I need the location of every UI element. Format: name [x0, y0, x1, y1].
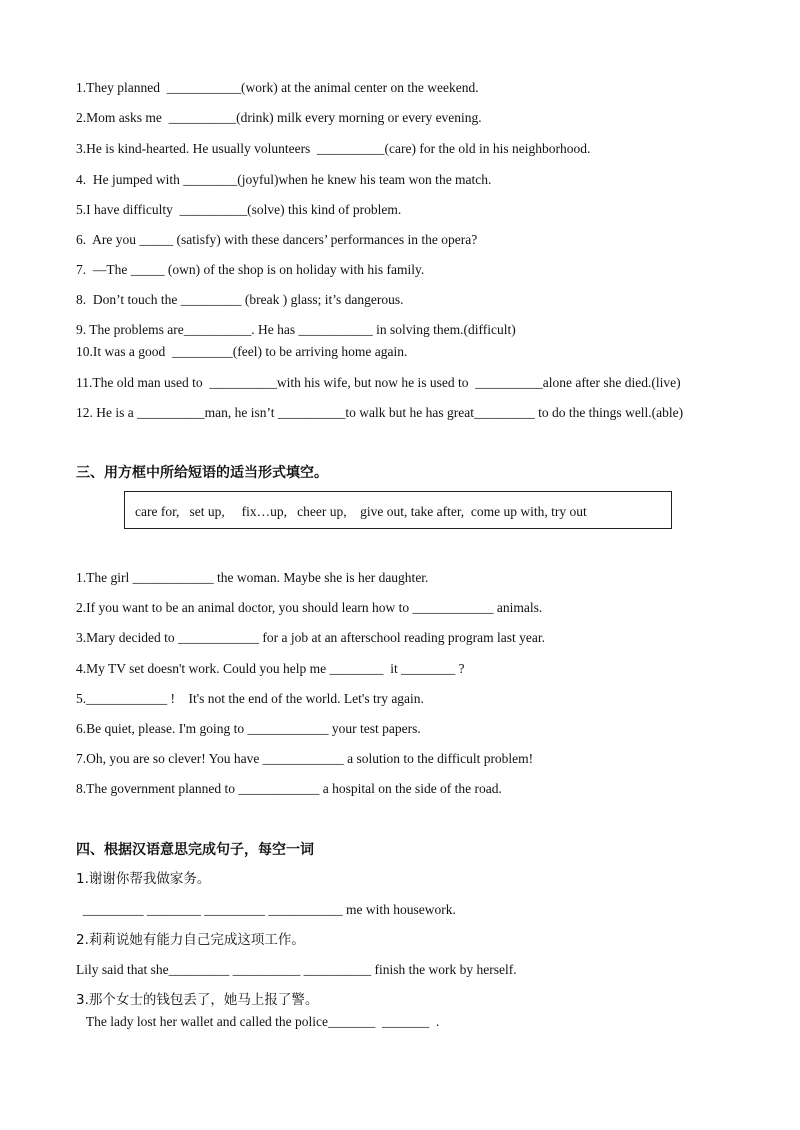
s2-item-2: 2.Mom asks me __________(drink) milk every morning or every evening.: [76, 110, 482, 125]
section4-heading: 四、根据汉语意思完成句子，每空一词: [76, 842, 314, 858]
s3-item-2: 2.If you want to be an animal doctor, you should learn how to ____________ animals.: [76, 600, 543, 615]
s4-item-2-english: Lily said that she_________ __________ __________ finish the work by herself.: [76, 962, 517, 977]
s4-item-2-chinese: 2.莉莉说她有能力自己完成这项工作。: [76, 932, 305, 948]
phrase-box-text: care for, set up, fix…up, cheer up, give out, take after, come up with, try out: [135, 504, 587, 519]
s2-item-8: 8. Don’t touch the _________ (break ) glass; it’s dangerous.: [76, 292, 404, 307]
s2-item-7: 7. —The _____ (own) of the shop is on holiday with his family.: [76, 262, 425, 277]
s4-item-1-english: _________ ________ _________ ___________ me with housework.: [76, 902, 456, 917]
s2-item-11: 11.The old man used to __________with his wife, but now he is used to __________alone after she died.(live): [76, 375, 681, 390]
s2-item-12: 12. He is a __________man, he isn’t __________to walk but he has great_________ to do the things well.(able): [76, 405, 684, 420]
s2-item-10: 10.It was a good _________(feel) to be arriving home again.: [76, 344, 408, 359]
s2-item-3: 3.He is kind-hearted. He usually volunteers __________(care) for the old in his neighborhood.: [76, 141, 591, 156]
s2-item-6: 6. Are you _____ (satisfy) with these dancers’ performances in the opera?: [76, 232, 478, 247]
section3-heading: 三、用方框中所给短语的适当形式填空。: [76, 465, 328, 481]
phrase-box: [124, 491, 672, 529]
s2-item-9: 9. The problems are__________. He has ___________ in solving them.(difficult): [76, 322, 516, 337]
s4-item-1-chinese: 1.谢谢你帮我做家务。: [76, 871, 211, 887]
s3-item-4: 4.My TV set doesn't work. Could you help me ________ it ________ ?: [76, 661, 465, 676]
s2-item-4: 4. He jumped with ________(joyful)when he knew his team won the match.: [76, 172, 492, 187]
s3-item-7: 7.Oh, you are so clever! You have ____________ a solution to the difficult problem!: [76, 751, 534, 766]
s3-item-8: 8.The government planned to ____________ a hospital on the side of the road.: [76, 781, 502, 796]
s3-item-1: 1.The girl ____________ the woman. Maybe she is her daughter.: [76, 570, 429, 585]
s4-item-3-english: The lady lost her wallet and called the police_______ _______ .: [76, 1014, 440, 1029]
s3-item-3: 3.Mary decided to ____________ for a job at an afterschool reading program last year.: [76, 630, 545, 645]
s2-item-1: 1.They planned ___________(work) at the animal center on the weekend.: [76, 80, 479, 95]
s4-item-3-chinese: 3.那个女士的钱包丢了，她马上报了警。: [76, 992, 319, 1008]
s3-item-6: 6.Be quiet, please. I'm going to ____________ your test papers.: [76, 721, 421, 736]
s3-item-5: 5.____________ ! It's not the end of the world. Let's try again.: [76, 691, 424, 706]
s2-item-5: 5.I have difficulty __________(solve) this kind of problem.: [76, 202, 402, 217]
